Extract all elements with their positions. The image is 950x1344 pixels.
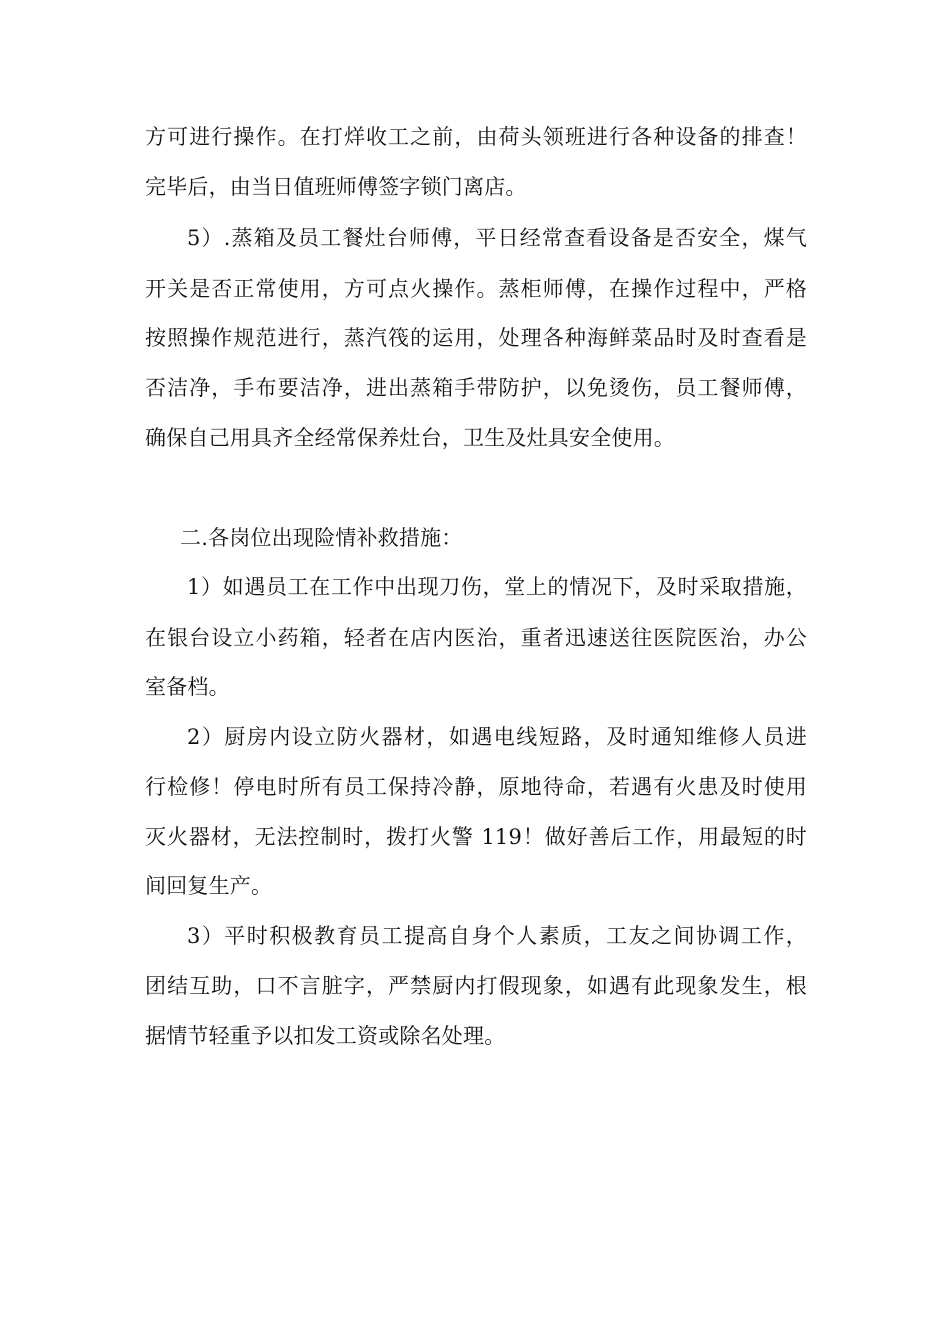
text-line: 3）平时积极教育员工提高自身个人素质，工友之间协调工作， [187, 924, 807, 948]
text-line: 确保自己用具齐全经常保养灶台，卫生及灶具安全使用。 [145, 426, 675, 450]
text-line: 否洁净，手布要洁净，进出蒸箱手带防护，以免烫伤，员工餐师傅， [145, 376, 807, 400]
text-line: 按照操作规范进行，蒸汽筏的运用，处理各种海鲜菜品时及时查看是 [145, 326, 807, 350]
text-line: 2）厨房内设立防火器材，如遇电线短路，及时通知维修人员进 [187, 725, 807, 749]
section-heading: 二.各岗位出现险情补救措施： [180, 526, 463, 550]
text-line: 开关是否正常使用，方可点火操作。蒸柜师傅，在操作过程中，严格 [145, 277, 807, 301]
text-line: 间回复生产。 [145, 874, 273, 898]
text-line: 团结互助，口不言脏字，严禁厨内打假现象，如遇有此现象发生，根 [145, 974, 807, 998]
text-line: 5）.蒸箱及员工餐灶台师傅，平日经常查看设备是否安全，煤气 [187, 226, 807, 250]
text-line: 行检修！停电时所有员工保持冷静，原地待命，若遇有火患及时使用 [145, 775, 807, 799]
text-line: 完毕后，由当日值班师傅签字锁门离店。 [145, 175, 527, 199]
text-line: 1）如遇员工在工作中出现刀伤，堂上的情况下，及时采取措施， [187, 575, 807, 599]
text-line: 灭火器材，无法控制时，拨打火警 119！做好善后工作，用最短的时 [145, 825, 807, 849]
text-line: 室备档。 [145, 675, 230, 699]
text-line: 据情节轻重予以扣发工资或除名处理。 [145, 1024, 506, 1048]
text-line: 在银台设立小药箱，轻者在店内医治，重者迅速送往医院医治，办公 [145, 626, 807, 650]
text-line: 方可进行操作。在打烊收工之前，由荷头领班进行各种设备的排查！ [145, 125, 807, 149]
